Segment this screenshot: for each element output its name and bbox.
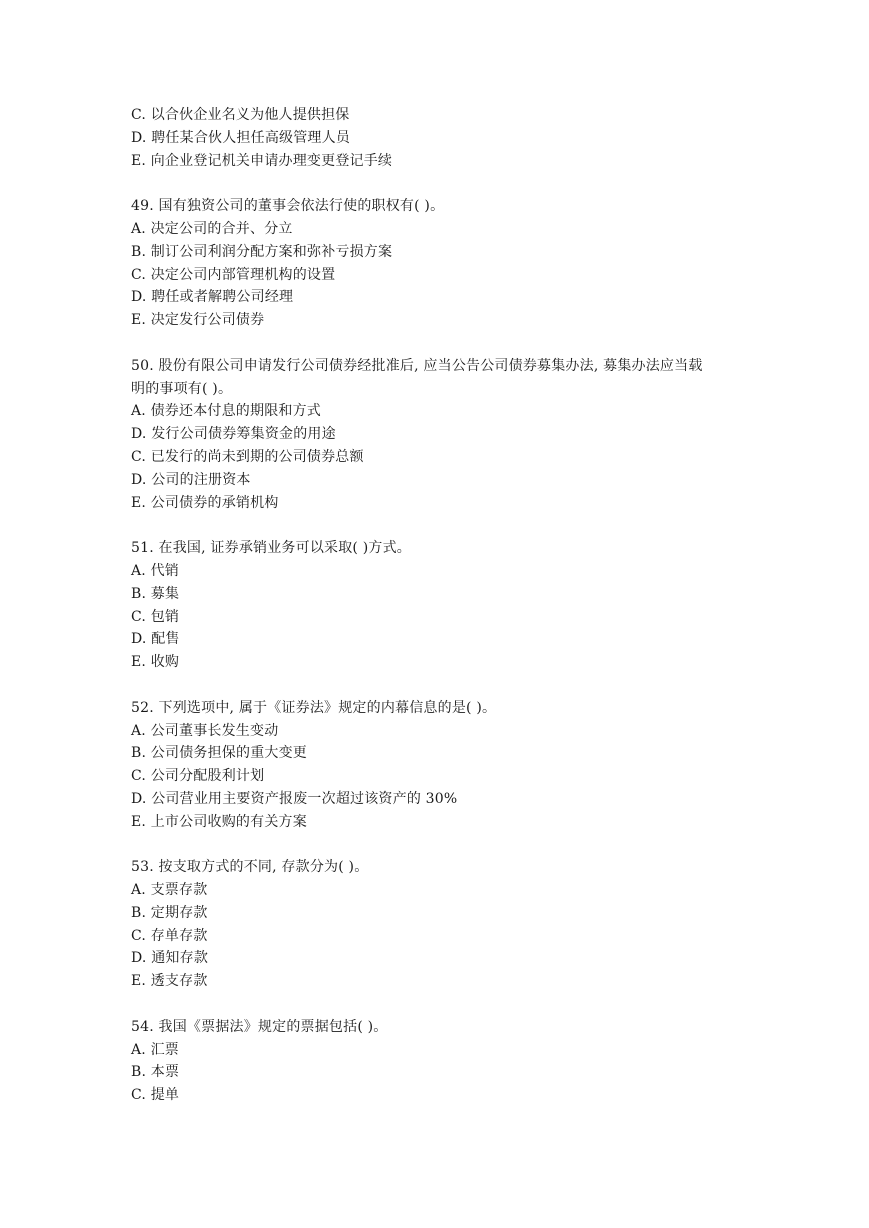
question-stem: 52. 下列选项中, 属于《证券法》规定的内幕信息的是( )。 [131, 699, 497, 716]
question-stem: 50. 股份有限公司申请发行公司债券经批准后, 应当公告公司债券募集办法, 募集办法应当载 [131, 357, 703, 374]
option: C. 提单 [131, 1087, 180, 1104]
option: A. 决定公司的合并、分立 [131, 220, 293, 237]
option: D. 发行公司债券筹集资金的用途 [131, 426, 336, 443]
option: D. 通知存款 [131, 950, 209, 967]
option: B. 募集 [131, 585, 180, 602]
option: D. 配售 [131, 631, 180, 648]
question-stem-continued: 明的事项有( )。 [131, 380, 233, 397]
option: E. 收购 [131, 654, 180, 671]
question-52 [131, 697, 741, 834]
question-stem: 49. 国有独资公司的董事会依法行使的职权有( )。 [131, 198, 445, 215]
question-stem: 54. 我国《票据法》规定的票据包括( )。 [131, 1018, 388, 1035]
option: C. 已发行的尚未到期的公司债券总额 [131, 448, 364, 465]
option: B. 制订公司利润分配方案和弥补亏损方案 [131, 243, 393, 260]
option: A. 公司董事长发生变动 [131, 722, 279, 739]
option: B. 定期存款 [131, 904, 208, 921]
question-54 [131, 1016, 741, 1107]
option: A. 支票存款 [131, 882, 208, 899]
option: C. 决定公司内部管理机构的设置 [131, 266, 336, 283]
option: E. 决定发行公司债券 [131, 312, 265, 329]
option: C. 包销 [131, 608, 180, 625]
option: D. 公司营业用主要资产报废一次超过该资产的 30% [131, 790, 458, 807]
question-stem: 53. 按支取方式的不同, 存款分为( )。 [131, 859, 369, 876]
option: A. 债券还本付息的期限和方式 [131, 403, 322, 420]
option: E. 上市公司收购的有关方案 [131, 813, 307, 830]
option: E. 公司债券的承销机构 [131, 494, 279, 511]
option: B. 公司债务担保的重大变更 [131, 745, 307, 762]
option: C. 公司分配股利计划 [131, 768, 265, 785]
question-49 [131, 195, 741, 332]
option: C. 存单存款 [131, 927, 208, 944]
option: A. 汇票 [131, 1041, 180, 1058]
document-content [131, 104, 741, 1107]
question-53 [131, 856, 741, 993]
option: A. 代销 [131, 562, 180, 579]
question-stem: 51. 在我国, 证券承销业务可以采取( )方式。 [131, 540, 411, 557]
option: D. 聘任某合伙人担任高级管理人员 [131, 129, 351, 146]
option: D. 公司的注册资本 [131, 471, 251, 488]
question-50 [131, 355, 741, 515]
option: D. 聘任或者解聘公司经理 [131, 289, 294, 306]
option: E. 透支存款 [131, 973, 208, 990]
lead-options [131, 104, 741, 172]
question-51 [131, 537, 741, 674]
option: C. 以合伙企业名义为他人提供担保 [131, 107, 350, 123]
option: E. 向企业登记机关申请办理变更登记手续 [131, 152, 393, 169]
option: B. 本票 [131, 1064, 180, 1081]
